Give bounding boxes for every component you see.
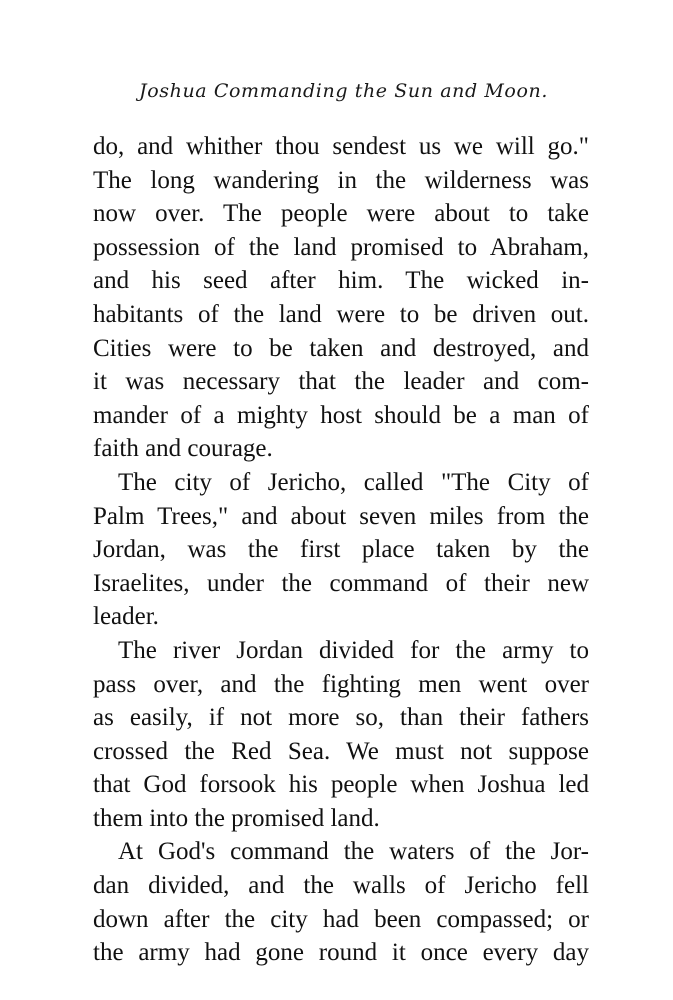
text-line: it was necessary that the leader and com- xyxy=(93,368,589,396)
text-line: now over. The people were about to take xyxy=(93,200,589,228)
text-line: Israelites, under the command of their new xyxy=(93,569,589,597)
text-line: The city of Jericho, called "The City of xyxy=(118,468,589,496)
paragraph xyxy=(93,466,589,634)
text-line: habitants of the land were to be driven out. xyxy=(93,300,589,328)
text-line: pass over, and the fighting men went over xyxy=(93,670,589,698)
text-line: At God's command the waters of the Jor- xyxy=(118,838,589,866)
text-line: dan divided, and the walls of Jericho fell xyxy=(93,872,589,900)
text-line: do, and whither thou sendest us we will go." xyxy=(93,133,589,160)
text-line: Cities were to be taken and destroyed, and xyxy=(93,334,589,362)
text-line: faith and courage. xyxy=(93,435,273,463)
running-head-title: Joshua Commanding the Sun and Moon. xyxy=(139,80,548,102)
text-line: as easily, if not more so, than their fathers xyxy=(93,704,589,732)
text-line: down after the city had been compassed; or xyxy=(93,905,589,933)
text-line: The long wandering in the wilderness was xyxy=(93,166,589,194)
text-line: leader. xyxy=(93,603,159,631)
text-line: the army had gone round it once every day xyxy=(93,939,589,967)
text-line: them into the promised land. xyxy=(93,804,380,832)
text-line: crossed the Red Sea. We must not suppose xyxy=(93,737,589,765)
text-line: The river Jordan divided for the army to xyxy=(118,636,589,664)
paragraph xyxy=(93,634,589,836)
text-line: Jordan, was the first place taken by the xyxy=(93,536,589,564)
body-text xyxy=(93,130,589,970)
text-line: and his seed after him. The wicked in- xyxy=(93,267,589,295)
text-line: that God forsook his people when Joshua led xyxy=(93,771,589,799)
paragraph xyxy=(93,835,589,969)
text-line: mander of a mighty host should be a man of xyxy=(93,401,589,429)
text-line: possession of the land promised to Abraham, xyxy=(93,233,589,261)
paragraph xyxy=(93,130,589,466)
text-line: Palm Trees," and about seven miles from the xyxy=(93,502,589,530)
